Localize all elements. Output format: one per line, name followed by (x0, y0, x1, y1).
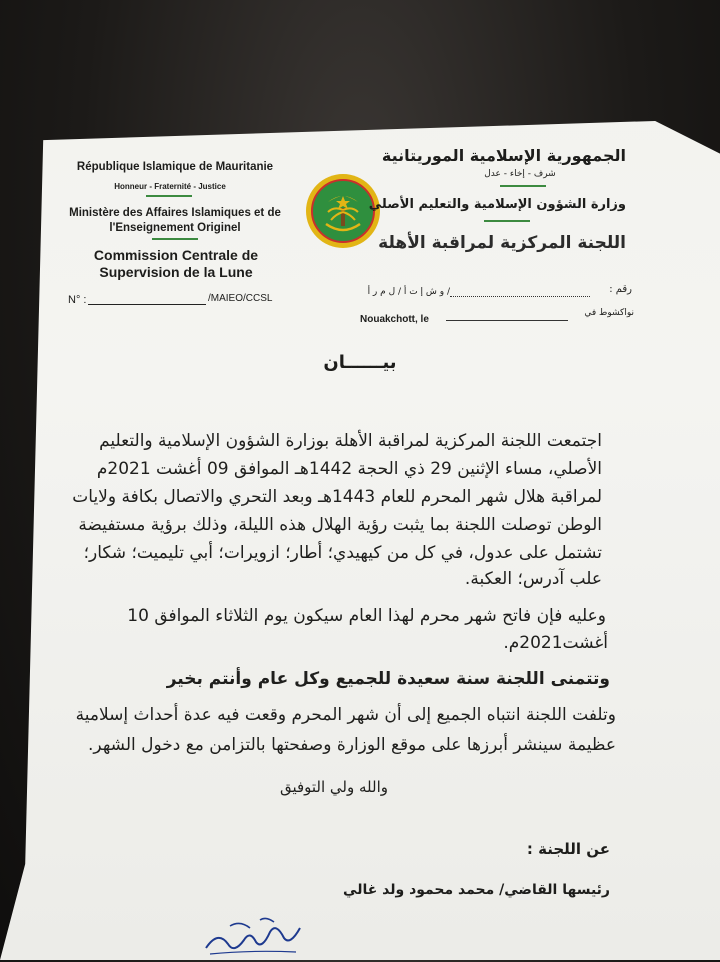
handwritten-signature (200, 910, 310, 958)
motto-ar: شرف - إخاء - عدل (484, 169, 556, 179)
paragraph-line-7: وعليه فإن فاتح شهر محرم لهذا العام سيكون يوم الثلاثاء الموافق 10 (127, 606, 606, 626)
ref-number-line-ar (450, 296, 590, 297)
date-line (446, 320, 568, 321)
commission-fr-line1: Commission Centrale de (93, 247, 259, 263)
greeting-line: وتتمنى اللجنة سنة سعيدة للجميع وكل عام وأنتم بخير (166, 669, 610, 689)
date-label-ar: نواكشوط في (584, 308, 634, 318)
ministry-underline (152, 238, 198, 240)
ref-label-ar: رقم : (609, 284, 632, 295)
president-name: رئيسها القاضي/ محمد محمود ولد غالي (343, 882, 610, 898)
ministry-ar-underline (484, 220, 530, 222)
paragraph-line-1: اجتمعت اللجنة المركزية لمراقبة الأهلة بوزارة الشؤون الإسلامية والتعليم (99, 431, 602, 451)
ref-suffix-fr: /MAIEO/CCSL (208, 293, 273, 304)
on-behalf-of-committee: عن اللجنة : (526, 840, 610, 858)
motto-fr: Honneur - Fraternité - Justice (114, 182, 226, 191)
ministry-fr-line1: Ministère des Affaires Islamiques et de (69, 207, 281, 219)
ref-prefix-fr: N° : (68, 294, 87, 306)
paragraph-line-8: أغشت2021م. (503, 633, 608, 653)
ministry-fr-line2: l'Enseignement Originel (109, 222, 241, 234)
paragraph-line-2: الأصلي، مساء الإثنين 29 ذي الحجة 1442هـ الموافق 09 أغشت 2021م (96, 459, 602, 479)
commission-ar: اللجنة المركزية لمراقبة الأهلة (378, 233, 626, 253)
republic-ar: الجمهورية الإسلامية الموريتانية (381, 146, 626, 165)
date-fr-label: Nouakchott, le (360, 314, 429, 325)
motto-ar-underline (500, 185, 546, 187)
paragraph-line-4: الوطن توصلت اللجنة بما يثبت رؤية الهلال هذه الليلة، وذلك برؤية مستفيضة (78, 515, 602, 535)
paragraph-line-10: وتلفت اللجنة انتباه الجميع إلى أن شهر المحرم وقعت فيه عدة أحداث إسلامية (75, 705, 616, 725)
paragraph-line-3: لمراقبة هلال شهر المحرم للعام 1443هـ وبعد التحري والاتصال بكافة ولايات (72, 487, 602, 507)
republic-fr: République Islamique de Mauritanie (76, 161, 274, 173)
document-title: بيــــــان (323, 352, 397, 373)
closing-line: والله ولي التوفيق (279, 778, 388, 796)
paragraph-line-11: عظيمة سينشر أبرزها على موقع الوزارة وصفحتها بالتزامن مع دخول الشهر. (88, 735, 616, 755)
ref-number-line (88, 304, 206, 305)
motto-underline (146, 195, 192, 197)
paragraph-line-5: تشتمل على عدول، في كل من كيهيدي؛ أطار؛ ازويرات؛ أبي تليميت؛ شكار؛ (83, 543, 602, 563)
paragraph-line-6: علب آدرس؛ العكبة. (464, 569, 602, 589)
commission-fr-line2: Supervision de la Lune (99, 264, 253, 280)
ministry-ar: وزارة الشؤون الإسلامية والتعليم الأصلي (368, 197, 626, 212)
ref-code-ar: / و ش إ ت أ / ل م ر أ (367, 287, 450, 297)
